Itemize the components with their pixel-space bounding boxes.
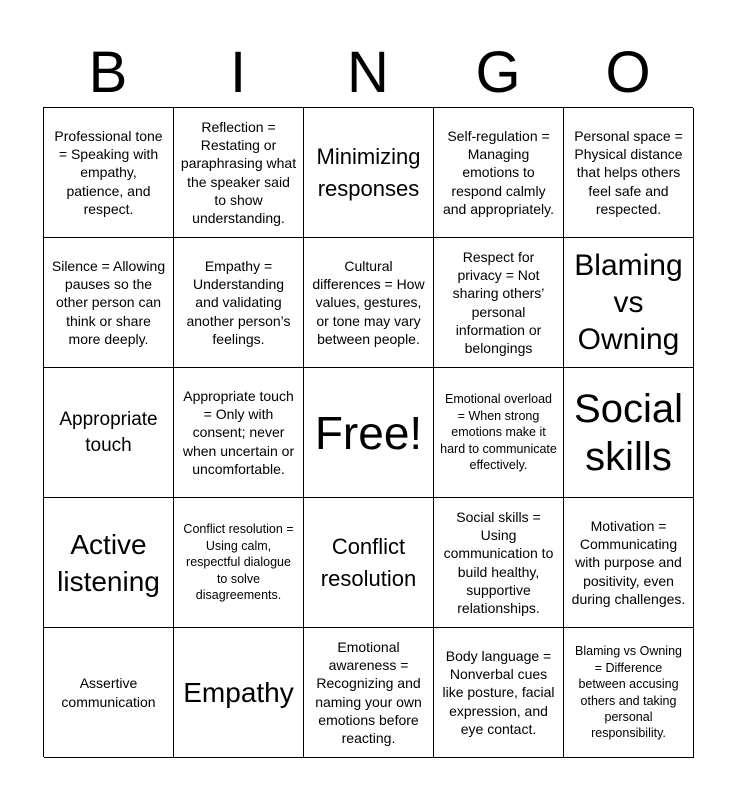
- bingo-cell[interactable]: Body language = Nonverbal cues like posture, facial expression, and eye contact.: [434, 628, 564, 758]
- bingo-cell[interactable]: Minimizing responses: [304, 108, 434, 238]
- bingo-cell[interactable]: Empathy: [174, 628, 304, 758]
- bingo-cell[interactable]: Personal space = Physical distance that helps others feel safe and respected.: [564, 108, 694, 238]
- bingo-cell[interactable]: Appropriate touch = Only with consent; never when uncertain or uncomfortable.: [174, 368, 304, 498]
- bingo-cell[interactable]: Active listening: [44, 498, 174, 628]
- bingo-cell[interactable]: Appropriate touch: [44, 368, 174, 498]
- bingo-grid: [43, 107, 693, 757]
- bingo-cell[interactable]: Empathy = Understanding and validating another person’s feelings.: [174, 238, 304, 368]
- bingo-cell[interactable]: Respect for privacy = Not sharing others’ personal information or belongings: [434, 238, 564, 368]
- bingo-cell[interactable]: Cultural differences = How values, gestures, or tone may vary between people.: [304, 238, 434, 368]
- header-letter-n: N: [347, 40, 389, 105]
- bingo-header: [43, 38, 693, 108]
- bingo-cell[interactable]: Social skills: [564, 368, 694, 498]
- bingo-cell[interactable]: Self-regulation = Managing emotions to respond calmly and appropriately.: [434, 108, 564, 238]
- header-letter-i: I: [229, 40, 247, 105]
- header-letter-b: B: [88, 40, 128, 105]
- bingo-cell[interactable]: Conflict resolution: [304, 498, 434, 628]
- bingo-cell[interactable]: Conflict resolution = Using calm, respectful dialogue to solve disagreements.: [174, 498, 304, 628]
- bingo-cell[interactable]: Professional tone = Speaking with empathy, patience, and respect.: [44, 108, 174, 238]
- free-space-cell[interactable]: Free!: [304, 368, 434, 498]
- bingo-cell[interactable]: Reflection = Restating or paraphrasing what the speaker said to show understanding.: [174, 108, 304, 238]
- bingo-cell[interactable]: Emotional overload = When strong emotions make it hard to communicate effectively.: [434, 368, 564, 498]
- bingo-cell[interactable]: Blaming vs Owning: [564, 238, 694, 368]
- header-letter-o: O: [605, 40, 651, 105]
- bingo-cell[interactable]: Motivation = Communicating with purpose and positivity, even during challenges.: [564, 498, 694, 628]
- header-letter-g: G: [475, 40, 521, 105]
- bingo-cell[interactable]: Social skills = Using communication to build healthy, supportive relationships.: [434, 498, 564, 628]
- bingo-cell[interactable]: Emotional awareness = Recognizing and naming your own emotions before reacting.: [304, 628, 434, 758]
- bingo-cell[interactable]: Silence = Allowing pauses so the other person can think or share more deeply.: [44, 238, 174, 368]
- bingo-cell[interactable]: Blaming vs Owning = Difference between accusing others and taking personal responsibility.: [564, 628, 694, 758]
- bingo-cell[interactable]: Assertive communication: [44, 628, 174, 758]
